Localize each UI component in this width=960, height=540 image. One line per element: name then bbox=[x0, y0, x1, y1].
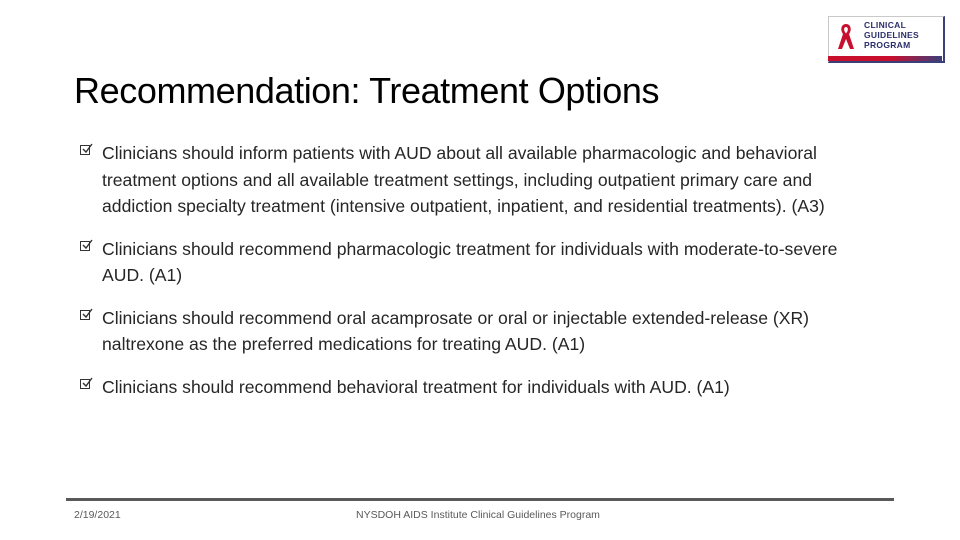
checkbox-checked-icon bbox=[80, 310, 90, 320]
clinical-guidelines-program-logo bbox=[828, 16, 946, 64]
bullet-item bbox=[80, 236, 840, 289]
checkbox-checked-icon bbox=[80, 145, 90, 155]
bullet-item bbox=[80, 140, 840, 220]
footer-program-name: NYSDOH AIDS Institute Clinical Guidelines Program bbox=[356, 509, 600, 521]
checkbox-checked-icon bbox=[80, 379, 90, 389]
red-ribbon-icon bbox=[836, 22, 856, 52]
bullet-text: Clinicians should recommend oral acamprosate or oral or injectable extended-release (XR) naltrexone as the preferred medications for treating AUD. (A1) bbox=[102, 307, 810, 354]
logo-line-3: PROGRAM bbox=[864, 40, 911, 50]
slide-title: Recommendation: Treatment Options bbox=[74, 70, 660, 111]
bullet-list bbox=[80, 140, 840, 400]
bullet-item bbox=[80, 374, 840, 401]
footer-date: 2/19/2021 bbox=[74, 509, 121, 521]
bullet-text: Clinicians should recommend behavioral treatment for individuals with AUD. (A1) bbox=[102, 376, 730, 397]
footer-divider bbox=[66, 498, 894, 501]
bullet-text: Clinicians should inform patients with AUD about all available pharmacologic and behavioral treatment options and all available treatment settings, including outpatient primary care and addiction specialty treatment (intensive outpatient, inpatient, and residential treatments). (A3) bbox=[102, 143, 825, 216]
logo-strip bbox=[828, 56, 942, 61]
logo-line-1: CLINICAL bbox=[864, 20, 907, 30]
logo-line-2: GUIDELINES bbox=[864, 30, 919, 40]
logo-text bbox=[864, 20, 919, 50]
bullet-text: Clinicians should recommend pharmacologic treatment for individuals with moderate-to-severe AUD. (A1) bbox=[102, 238, 838, 285]
bullet-item bbox=[80, 305, 840, 358]
checkbox-checked-icon bbox=[80, 241, 90, 251]
